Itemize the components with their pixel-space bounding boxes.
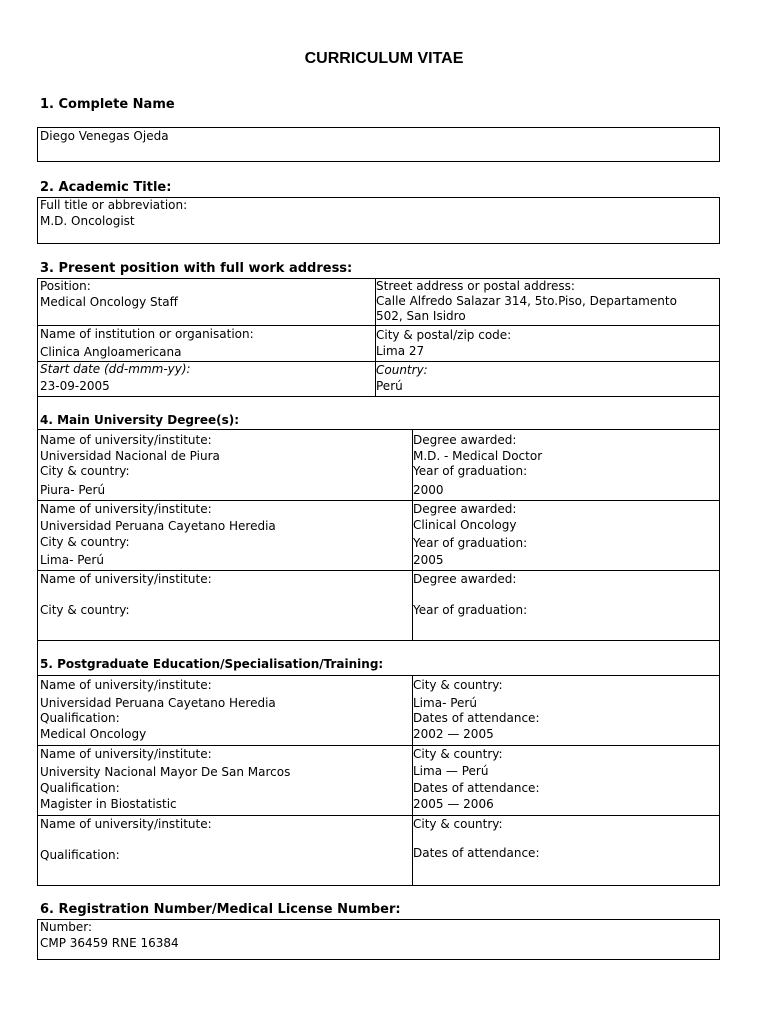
pg-row-2-uni: University Nacional Mayor De San Marcos <box>40 765 291 779</box>
pg-row-3-dates-label: Dates of attendance: <box>413 846 540 860</box>
degree-row-2-degree-label: Degree awarded: <box>413 502 517 516</box>
pg-row-2-dates: 2005 — 2006 <box>413 797 494 811</box>
name-box <box>37 127 720 162</box>
section-6-heading: 6. Registration Number/Medical License Number: <box>40 902 401 917</box>
pg-row-3-city-label: City & country: <box>413 817 503 831</box>
degree-row-2-degree: Clinical Oncology <box>413 518 517 532</box>
degree-row-1-degree-label: Degree awarded: <box>413 433 517 447</box>
pg-row-2-qual-label: Qualification: <box>40 781 120 795</box>
university-degrees-table <box>37 429 720 641</box>
degree-row-2-year: 2005 <box>413 553 444 567</box>
pg-row-3-uni-label: Name of university/institute: <box>40 817 212 831</box>
pg-row-2-qual: Magister in Biostatistic <box>40 797 177 811</box>
start-date-value: 23-09-2005 <box>40 379 110 393</box>
pg-row-1-city: Lima- Perú <box>413 696 477 710</box>
degree-row-1-uni-label: Name of university/institute: <box>40 433 212 447</box>
position-value: Medical Oncology Staff <box>40 295 178 309</box>
postgraduate-table <box>37 675 720 886</box>
pg-row-1-city-label: City & country: <box>413 678 503 692</box>
position-label: Position: <box>40 279 91 293</box>
pg-row-3-qual-label: Qualification: <box>40 848 120 862</box>
academic-title-label: Full title or abbreviation: <box>40 198 188 212</box>
country-value: Perú <box>376 379 403 393</box>
degree-row-1-city: Piura- Perú <box>40 483 106 497</box>
pg-row-2-city-label: City & country: <box>413 747 503 761</box>
complete-name-value: Diego Venegas Ojeda <box>40 129 169 143</box>
street-value-line1: Calle Alfredo Salazar 314, 5to.Piso, Departamento <box>376 294 677 308</box>
pg-row-1-dates-label: Dates of attendance: <box>413 711 540 725</box>
start-date-label: Start date (dd-mmm-yy): <box>40 362 191 376</box>
section-2-heading: 2. Academic Title: <box>40 180 172 195</box>
degree-row-3-uni-label: Name of university/institute: <box>40 572 212 586</box>
degree-row-1-city-label: City & country: <box>40 464 130 478</box>
pg-row-2-city: Lima — Perú <box>413 764 489 778</box>
street-label: Street address or postal address: <box>376 279 575 293</box>
city-postal-value: Lima 27 <box>376 344 425 358</box>
pg-row-2-dates-label: Dates of attendance: <box>413 781 540 795</box>
registration-value: CMP 36459 RNE 16384 <box>40 936 179 950</box>
degree-row-2-uni: Universidad Peruana Cayetano Heredia <box>40 519 276 533</box>
academic-title-value: M.D. Oncologist <box>40 214 135 228</box>
degree-row-3-year-label: Year of graduation: <box>413 603 528 617</box>
degree-row-2-uni-label: Name of university/institute: <box>40 502 212 516</box>
degree-row-1-year-label: Year of graduation: <box>413 464 528 478</box>
pg-row-1-uni: Universidad Peruana Cayetano Heredia <box>40 696 276 710</box>
academic-title-box <box>37 197 720 244</box>
present-position-table <box>37 278 720 430</box>
degree-row-2-city: Lima- Perú <box>40 553 104 567</box>
degree-row-2-city-label: City & country: <box>40 535 130 549</box>
pg-row-2-uni-label: Name of university/institute: <box>40 747 212 761</box>
degree-row-3-city-label: City & country: <box>40 603 130 617</box>
pg-row-1-qual: Medical Oncology <box>40 727 147 741</box>
section-4-heading: 4. Main University Degree(s): <box>40 413 240 427</box>
registration-label: Number: <box>40 920 93 934</box>
section-5-heading: 5. Postgraduate Education/Specialisation/Training: <box>40 657 384 671</box>
page-title: CURRICULUM VITAE <box>304 50 464 67</box>
pg-row-1-uni-label: Name of university/institute: <box>40 678 212 692</box>
pg-row-1-qual-label: Qualification: <box>40 711 120 725</box>
degree-row-2-year-label: Year of graduation: <box>413 536 528 550</box>
registration-box <box>37 919 720 960</box>
street-value-line2: 502, San Isidro <box>376 309 466 323</box>
section-3-heading: 3. Present position with full work address: <box>40 261 353 276</box>
degree-row-1-uni: Universidad Nacional de Piura <box>40 449 220 463</box>
degree-row-1-year: 2000 <box>413 483 444 497</box>
section-1-heading: 1. Complete Name <box>40 97 175 112</box>
section-5-heading-box <box>37 640 720 676</box>
country-label: Country: <box>376 363 428 377</box>
institution-value: Clinica Angloamericana <box>40 345 182 359</box>
degree-row-1-degree: M.D. - Medical Doctor <box>413 449 543 463</box>
city-postal-label: City & postal/zip code: <box>376 328 512 342</box>
degree-row-3-degree-label: Degree awarded: <box>413 572 517 586</box>
institution-label: Name of institution or organisation: <box>40 327 254 341</box>
pg-row-1-dates: 2002 — 2005 <box>413 727 494 741</box>
